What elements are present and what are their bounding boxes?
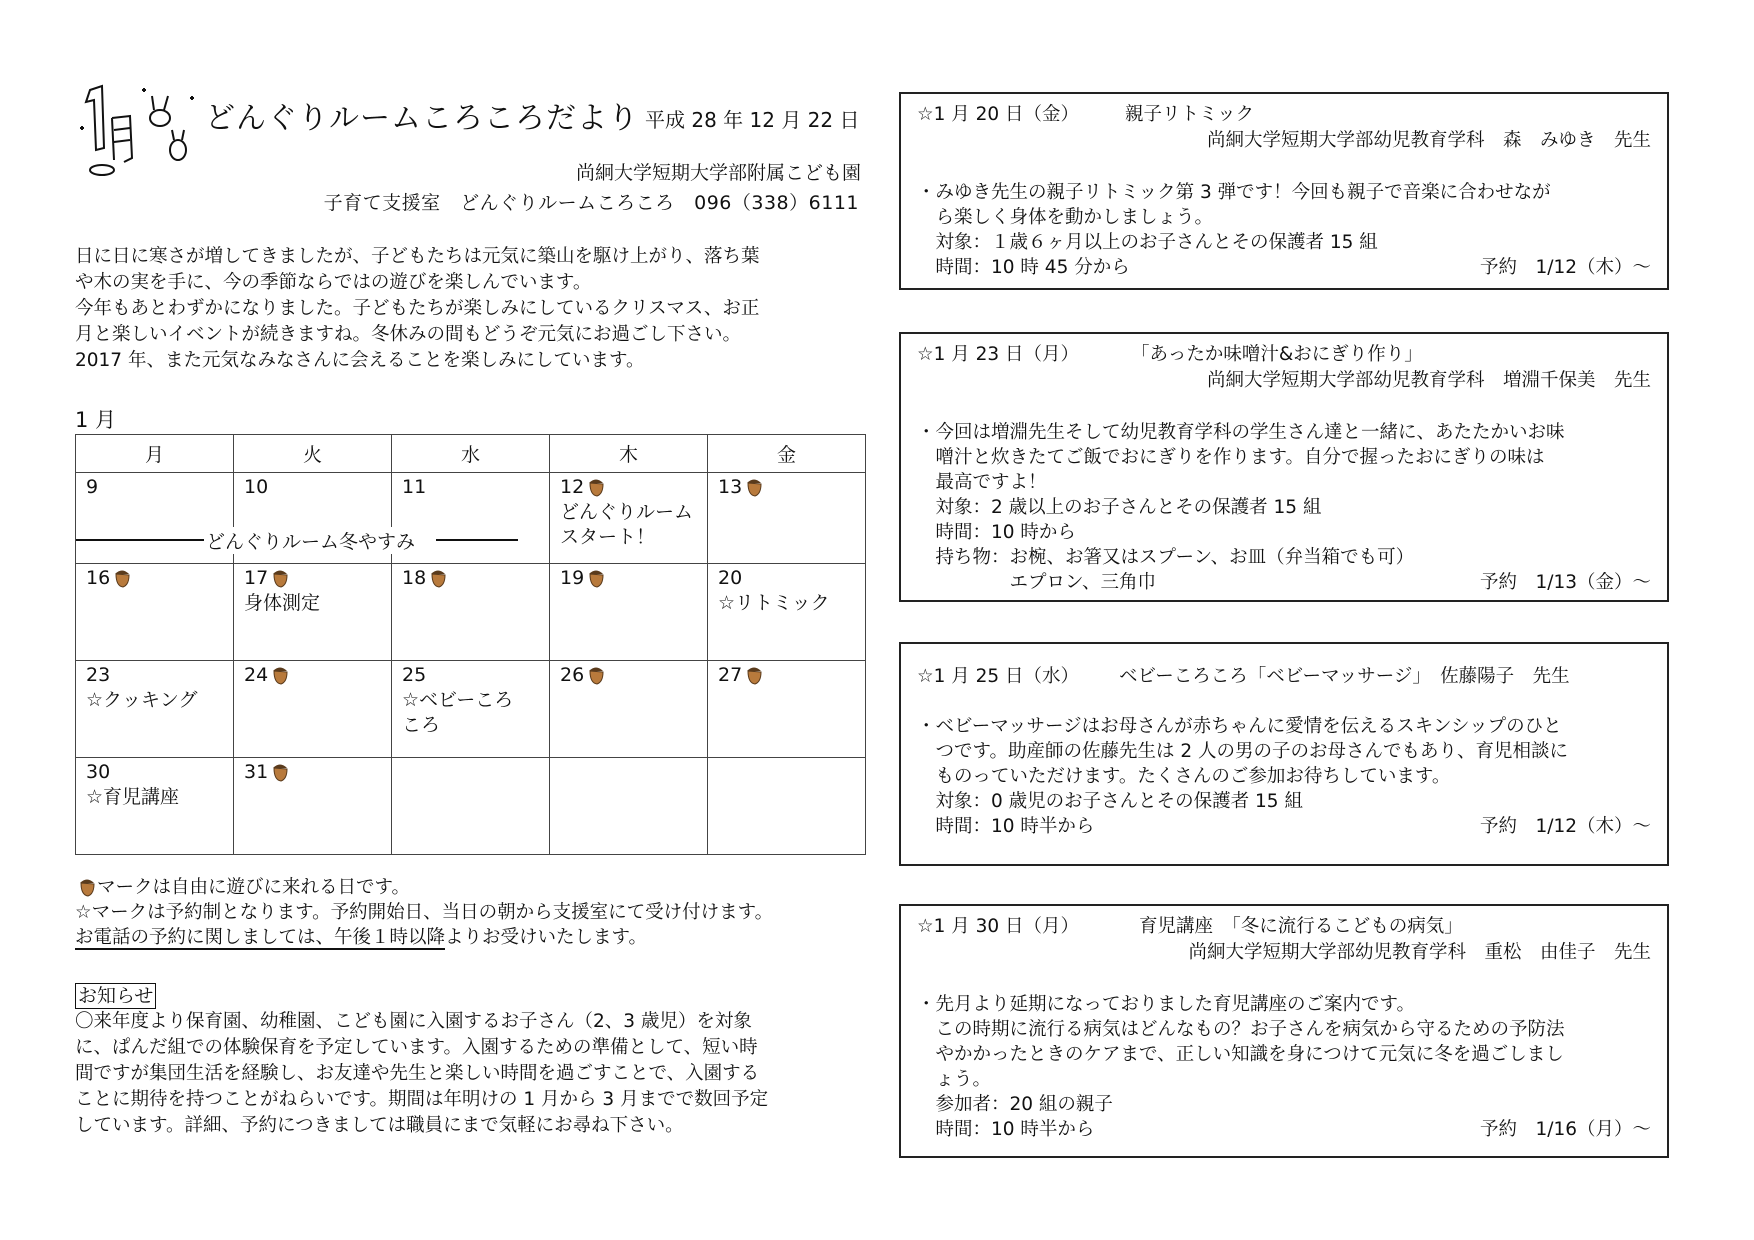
intro-text <box>75 244 865 374</box>
weekday-header: 木 <box>550 435 708 473</box>
acorn-icon <box>428 566 448 588</box>
intro-line: や木の実を手に、今の季節ならではの遊びを楽しんでいます。 <box>75 272 592 293</box>
intro-line: 日に日に寒さが増してきましたが、子どもたちは元気に築山を駆け上がり、落ち葉 <box>75 246 760 267</box>
calendar-day-cell <box>76 564 234 661</box>
weekday-header: 金 <box>708 435 866 473</box>
acorn-icon <box>586 566 606 588</box>
calendar-day-cell <box>392 758 550 855</box>
weekday-header: 水 <box>392 435 550 473</box>
event-body-line: 時間：10 時から <box>917 522 1076 543</box>
event-reservation: 予約 1/16（月）～ <box>1479 1119 1651 1140</box>
day-number: 31 <box>244 761 269 783</box>
event-title: ベビーころころ「ベビーマッサージ」 佐藤陽子 先生 <box>1119 666 1570 687</box>
day-line <box>560 663 707 688</box>
intro-line: 2017 年、また元気なみなさんに会えることを楽しみにしています。 <box>75 350 645 371</box>
winter-break-banner <box>76 527 518 551</box>
event-teacher: 尚絅大学短期大学部幼児教育学科 重松 由佳子 先生 <box>1188 942 1651 963</box>
day-number: 24 <box>244 664 269 686</box>
event-body-line: エプロン、三角巾 <box>917 572 1157 593</box>
day-number: 19 <box>560 567 585 589</box>
phone-note-underlined: お電話の予約に関しましては、午後１時以降 <box>75 927 446 948</box>
event-body-line: 持ち物：お椀、お箸又はスプーン、お皿（弁当箱でも可） <box>917 547 1415 568</box>
intro-line: 今年もあとわずかになりました。子どもたちが楽しみにしているクリスマス、お正 <box>75 298 760 319</box>
day-number: 12 <box>560 476 585 498</box>
event-title: 「あったか味噌汁&おにぎり作り」 <box>1131 344 1423 365</box>
day-number: 17 <box>244 567 269 589</box>
day-number: 10 <box>244 476 269 498</box>
day-note: 身体測定 <box>244 592 321 614</box>
event-body-line: つです。助産師の佐藤先生は 2 人の男の子のお母さんでもあり、育児相談に <box>917 741 1569 762</box>
intro-line: 月と楽しいイベントが続きますね。冬休みの間もどうぞ元気にお過ごし下さい。 <box>75 324 742 345</box>
event-reservation: 予約 1/13（金）～ <box>1479 572 1651 593</box>
calendar-day-cell <box>392 661 550 758</box>
event-box-parenting-lecture <box>899 904 1669 1158</box>
acorn-legend <box>75 875 875 900</box>
day-line <box>86 663 233 688</box>
day-line <box>402 663 549 688</box>
event-reservation: 予約 1/12（木）～ <box>1479 257 1651 278</box>
event-reservation: 予約 1/12（木）～ <box>1479 816 1651 837</box>
day-number: 18 <box>402 567 427 589</box>
day-line <box>86 475 233 500</box>
event-date: ☆1 月 20 日（金） <box>917 104 1080 125</box>
calendar-table <box>75 434 866 855</box>
weekday-header: 火 <box>234 435 392 473</box>
calendar-day-cell <box>234 661 392 758</box>
event-box-cooking <box>899 332 1669 602</box>
calendar-week-row <box>76 661 866 758</box>
acorn-icon <box>112 566 132 588</box>
event-title: 育児講座 「冬に流行るこどもの病気」 <box>1139 916 1463 937</box>
day-line <box>560 566 707 591</box>
star-legend: ☆マークは予約制となります。予約開始日、当日の朝から支援室にて受け付けます。 <box>75 902 774 923</box>
day-line <box>718 566 865 591</box>
acorn-icon <box>270 663 290 685</box>
acorn-icon <box>586 475 606 497</box>
calendar-day-cell <box>708 564 866 661</box>
day-note: ☆クッキング <box>86 689 198 711</box>
day-line <box>244 663 391 688</box>
calendar-day-cell <box>550 661 708 758</box>
event-teacher: 尚絅大学短期大学部幼児教育学科 増淵千保美 先生 <box>1206 370 1651 391</box>
acorn-icon <box>744 663 764 685</box>
calendar-day-cell <box>550 473 708 564</box>
day-number: 30 <box>86 761 111 783</box>
day-line <box>244 760 391 785</box>
event-body-line: 時間：10 時 45 分から <box>917 257 1130 278</box>
event-body-line: やかかったときのケアまで、正しい知識を身につけて元気に冬を過ごしまし <box>917 1044 1564 1065</box>
notice-line: 間ですが集団生活を経験し、お友達や先生と楽しい時間を過ごすことで、入園する <box>75 1063 760 1084</box>
acorn-icon <box>270 566 290 588</box>
day-note: どんぐりルーム スタート！ <box>560 501 694 548</box>
winter-break-label: どんぐりルーム冬やすみ <box>204 527 417 554</box>
day-line <box>86 566 233 591</box>
calendar-day-cell <box>392 564 550 661</box>
event-body-line: 時間：10 時半から <box>917 816 1095 837</box>
calendar-day-cell <box>708 473 866 564</box>
calendar-day-cell <box>76 661 234 758</box>
event-body-line: 対象：１歳６ヶ月以上のお子さんとその保護者 15 組 <box>917 232 1378 253</box>
day-line <box>244 475 391 500</box>
event-body-line: ら楽しく身体を動かしましょう。 <box>917 207 1214 228</box>
day-number: 23 <box>86 664 111 686</box>
event-body-line: この時期に流行る病気はどんなもの？お子さんを病気から守るための予防法 <box>917 1019 1565 1040</box>
acorn-legend-text: マークは自由に遊びに来れる日です。 <box>97 877 411 898</box>
event-body-line: ・ベビーマッサージはお母さんが赤ちゃんに愛情を伝えるスキンシップのひと <box>917 716 1562 737</box>
event-teacher: 尚絅大学短期大学部幼児教育学科 森 みゆき 先生 <box>1206 130 1651 151</box>
event-body-line: ・今回は増淵先生そして幼児教育学科の学生さん達と一緒に、あたたかいお味 <box>917 422 1565 443</box>
notice-line: しています。詳細、予約につきましては職員にまで気軽にお尋ね下さい。 <box>75 1115 684 1136</box>
calendar-day-cell <box>234 564 392 661</box>
calendar-day-cell <box>708 758 866 855</box>
school-name: 尚絅大学短期大学部附属こども園 <box>575 162 861 184</box>
event-box-baby-massage <box>899 642 1669 866</box>
day-note: ☆リトミック <box>718 592 830 614</box>
event-body-line: 対象：0 歳児のお子さんとその保護者 15 組 <box>917 791 1303 812</box>
day-number: 26 <box>560 664 585 686</box>
event-body-line: 噌汁と炊きたてご飯でおにぎりを作ります。自分で握ったおにぎりの味は <box>917 447 1545 468</box>
day-line <box>402 566 549 591</box>
event-body-line: 参加者：20 組の親子 <box>917 1094 1113 1115</box>
event-body-line: ・先月より延期になっておりました育児講座のご案内です。 <box>917 994 1416 1015</box>
calendar-month: 1 月 <box>75 408 117 432</box>
notice-line: 〇来年度より保育園、幼稚園、こども園に入園するお子さん（2、3 歳児）を対象 <box>75 1011 752 1032</box>
event-date: ☆1 月 23 日（月） <box>917 344 1080 365</box>
calendar-day-cell <box>76 758 234 855</box>
acorn-icon <box>270 760 290 782</box>
event-body-line: 時間：10 時半から <box>917 1119 1095 1140</box>
acorn-icon <box>586 663 606 685</box>
event-body-line: ・みゆき先生の親子リトミック第 3 弾です！今回も親子で音楽に合わせなが <box>917 182 1551 203</box>
day-number: 13 <box>718 476 743 498</box>
event-body-line: ものっていただけます。たくさんのご参加お待ちしています。 <box>917 766 1451 787</box>
acorn-icon <box>744 475 764 497</box>
event-box-rhythmic <box>899 92 1669 290</box>
notice-heading: お知らせ <box>75 983 156 1009</box>
day-line <box>718 663 865 688</box>
calendar-header-row <box>76 435 866 473</box>
issue-date: 平成 28 年 12 月 22 日 <box>645 108 860 132</box>
day-line <box>718 475 865 500</box>
day-number: 9 <box>86 476 99 498</box>
day-line <box>402 475 549 500</box>
day-number: 25 <box>402 664 427 686</box>
day-line <box>560 475 707 500</box>
event-body-line: 対象：2 歳以上のお子さんとその保護者 15 組 <box>917 497 1322 518</box>
legend-notes <box>75 875 875 950</box>
phone-note-rest: よりお受けいたします。 <box>445 927 648 948</box>
calendar-week-row <box>76 564 866 661</box>
event-body-line: ょう。 <box>917 1069 992 1090</box>
event-body-line: 最高ですよ！ <box>917 472 1047 493</box>
calendar-day-cell <box>550 758 708 855</box>
notice-line: に、ぱんだ組での体験保育を予定しています。入園するための準備として、短い時 <box>75 1037 758 1058</box>
contact-info: 子育て支援室 どんぐりルームころころ 096（338）6111 <box>323 192 859 214</box>
event-date: ☆1 月 25 日（水） <box>917 666 1080 687</box>
month-logo-illustration <box>72 78 200 178</box>
calendar-week-row <box>76 758 866 855</box>
newsletter-title: どんぐりルームころころだより <box>205 101 639 136</box>
event-date: ☆1 月 30 日（月） <box>917 916 1080 937</box>
notice-text <box>75 1009 865 1139</box>
calendar-day-cell <box>234 758 392 855</box>
day-number: 11 <box>402 476 427 498</box>
day-note: ☆育児講座 <box>86 786 180 808</box>
calendar-day-cell <box>708 661 866 758</box>
event-title: 親子リトミック <box>1125 104 1255 125</box>
day-line <box>244 566 391 591</box>
day-number: 20 <box>718 567 743 589</box>
notice-line: ことに期待を持つことがねらいです。期間は年明けの 1 月から 3 月までで数回予定 <box>75 1089 769 1110</box>
phone-note <box>75 925 875 950</box>
day-number: 16 <box>86 567 111 589</box>
calendar-day-cell <box>550 564 708 661</box>
day-number: 27 <box>718 664 743 686</box>
day-note: ☆ベビーころ ころ <box>402 689 514 736</box>
acorn-icon <box>77 875 97 897</box>
weekday-header: 月 <box>76 435 234 473</box>
day-line <box>86 760 233 785</box>
